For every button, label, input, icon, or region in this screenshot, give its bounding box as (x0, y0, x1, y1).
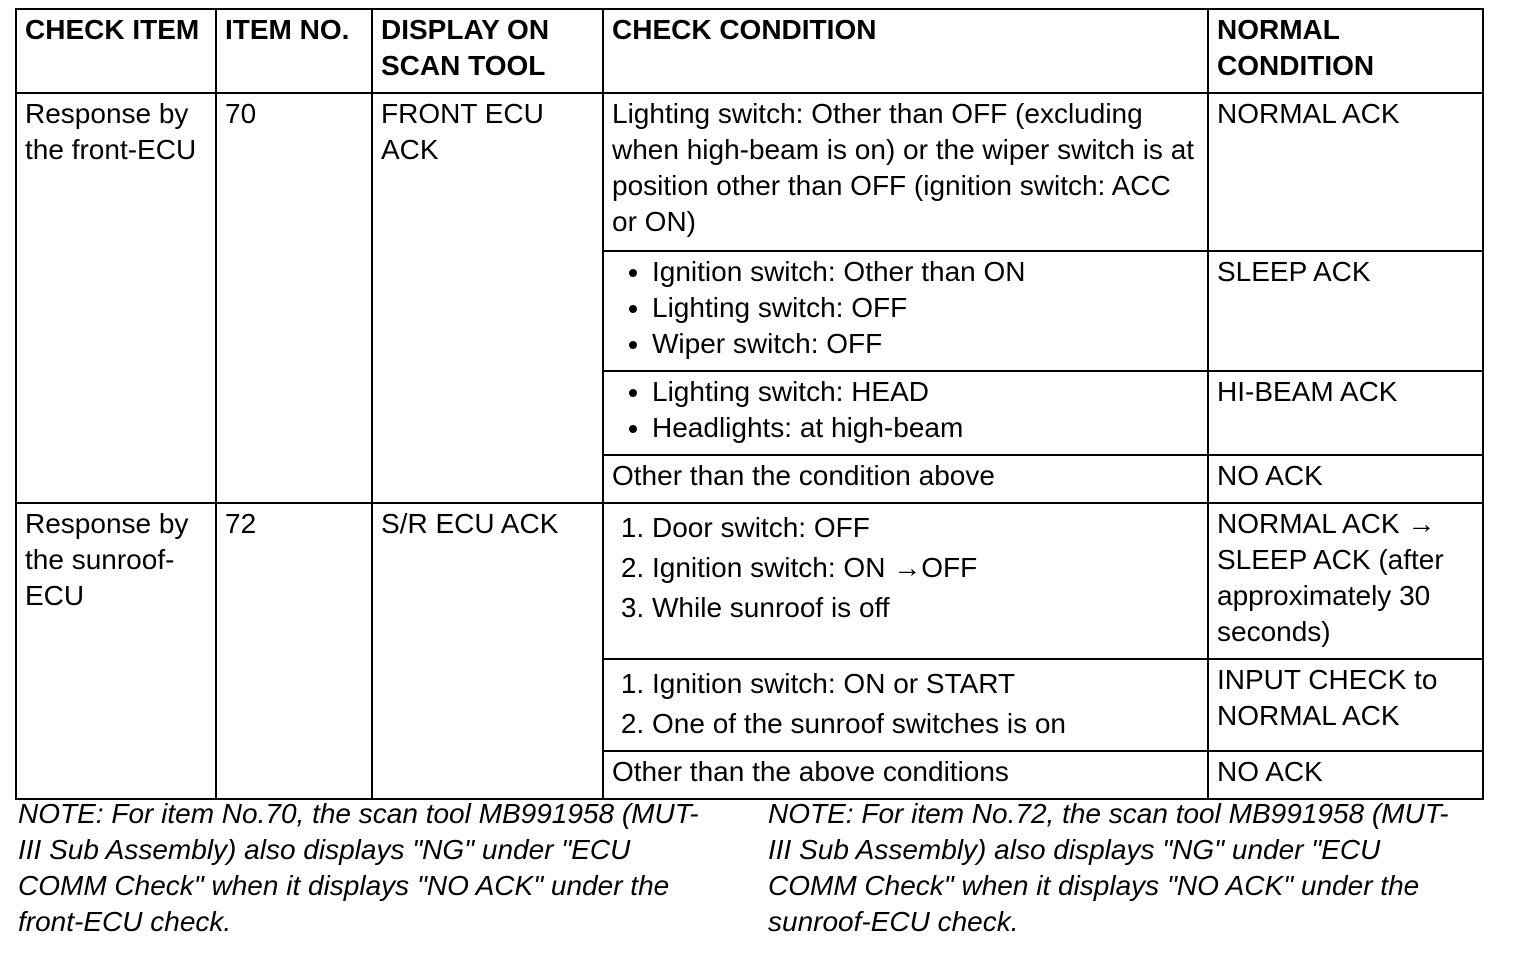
normal-cell: NO ACK (1208, 455, 1483, 503)
table-row (16, 93, 1483, 251)
list-item: 2. Ignition switch: ON →OFF (652, 548, 1199, 588)
list-item: 1. Ignition switch: ON or START (652, 664, 1199, 704)
condition-cell (603, 371, 1208, 455)
note-sunroof-ecu: NOTE: For item No.72, the scan tool MB991958 (MUT-III Sub Assembly) also displays "NG" under "ECU COMM Check" when it displays "NO ACK" under the sunroof-ECU check. (768, 798, 1449, 937)
check-item-cell: Response by the front-ECU (16, 93, 216, 503)
display-cell: FRONT ECU ACK (372, 93, 603, 503)
check-table (15, 8, 1484, 800)
normal-cell: HI-BEAM ACK (1208, 371, 1483, 455)
normal-cell: NORMAL ACK → SLEEP ACK (after approximately 30 seconds) (1208, 503, 1483, 659)
list-item: 1. Door switch: OFF (652, 508, 1199, 548)
header-display: DISPLAY ON SCAN TOOL (372, 9, 603, 93)
list-item: • Lighting switch: HEAD (652, 374, 1199, 410)
condition-step-list (612, 508, 1199, 628)
list-item: • Ignition switch: Other than ON (652, 254, 1199, 290)
normal-cell: INPUT CHECK to NORMAL ACK (1208, 659, 1483, 751)
list-item: 3. While sunroof is off (652, 588, 1199, 628)
header-check-condition: CHECK CONDITION (603, 9, 1208, 93)
normal-cell: NORMAL ACK (1208, 93, 1483, 251)
item-no-cell: 72 (216, 503, 372, 799)
condition-cell (603, 251, 1208, 371)
check-item-cell: Response by the sunroof-ECU (16, 503, 216, 799)
condition-cell: Lighting switch: Other than OFF (excluding when high-beam is on) or the wiper switch is at position other than OFF (ignition switch: ACC or ON) (603, 93, 1208, 251)
display-cell: S/R ECU ACK (372, 503, 603, 799)
list-item: • Lighting switch: OFF (652, 290, 1199, 326)
header-normal-condition: NORMAL CONDITION (1208, 9, 1483, 93)
note-front-ecu: NOTE: For item No.70, the scan tool MB991958 (MUT-III Sub Assembly) also displays "NG" under "ECU COMM Check" when it displays "NO ACK" under the front-ECU check. (18, 798, 699, 937)
normal-cell: SLEEP ACK (1208, 251, 1483, 371)
list-item: • Wiper switch: OFF (652, 326, 1199, 362)
header-item-no: ITEM NO. (216, 9, 372, 93)
item-no-cell: 70 (216, 93, 372, 503)
condition-cell (603, 503, 1208, 659)
condition-cell: Other than the condition above (603, 455, 1208, 503)
header-check-item: CHECK ITEM (16, 9, 216, 93)
condition-cell: Other than the above conditions (603, 751, 1208, 799)
condition-cell (603, 659, 1208, 751)
list-item: • Headlights: at high-beam (652, 410, 1199, 446)
header-row (16, 9, 1483, 93)
condition-step-list (612, 664, 1199, 744)
condition-bullet-list (612, 254, 1199, 362)
condition-bullet-list (612, 374, 1199, 446)
table-row (16, 503, 1483, 659)
normal-cell: NO ACK (1208, 751, 1483, 799)
list-item: 2. One of the sunroof switches is on (652, 704, 1199, 744)
